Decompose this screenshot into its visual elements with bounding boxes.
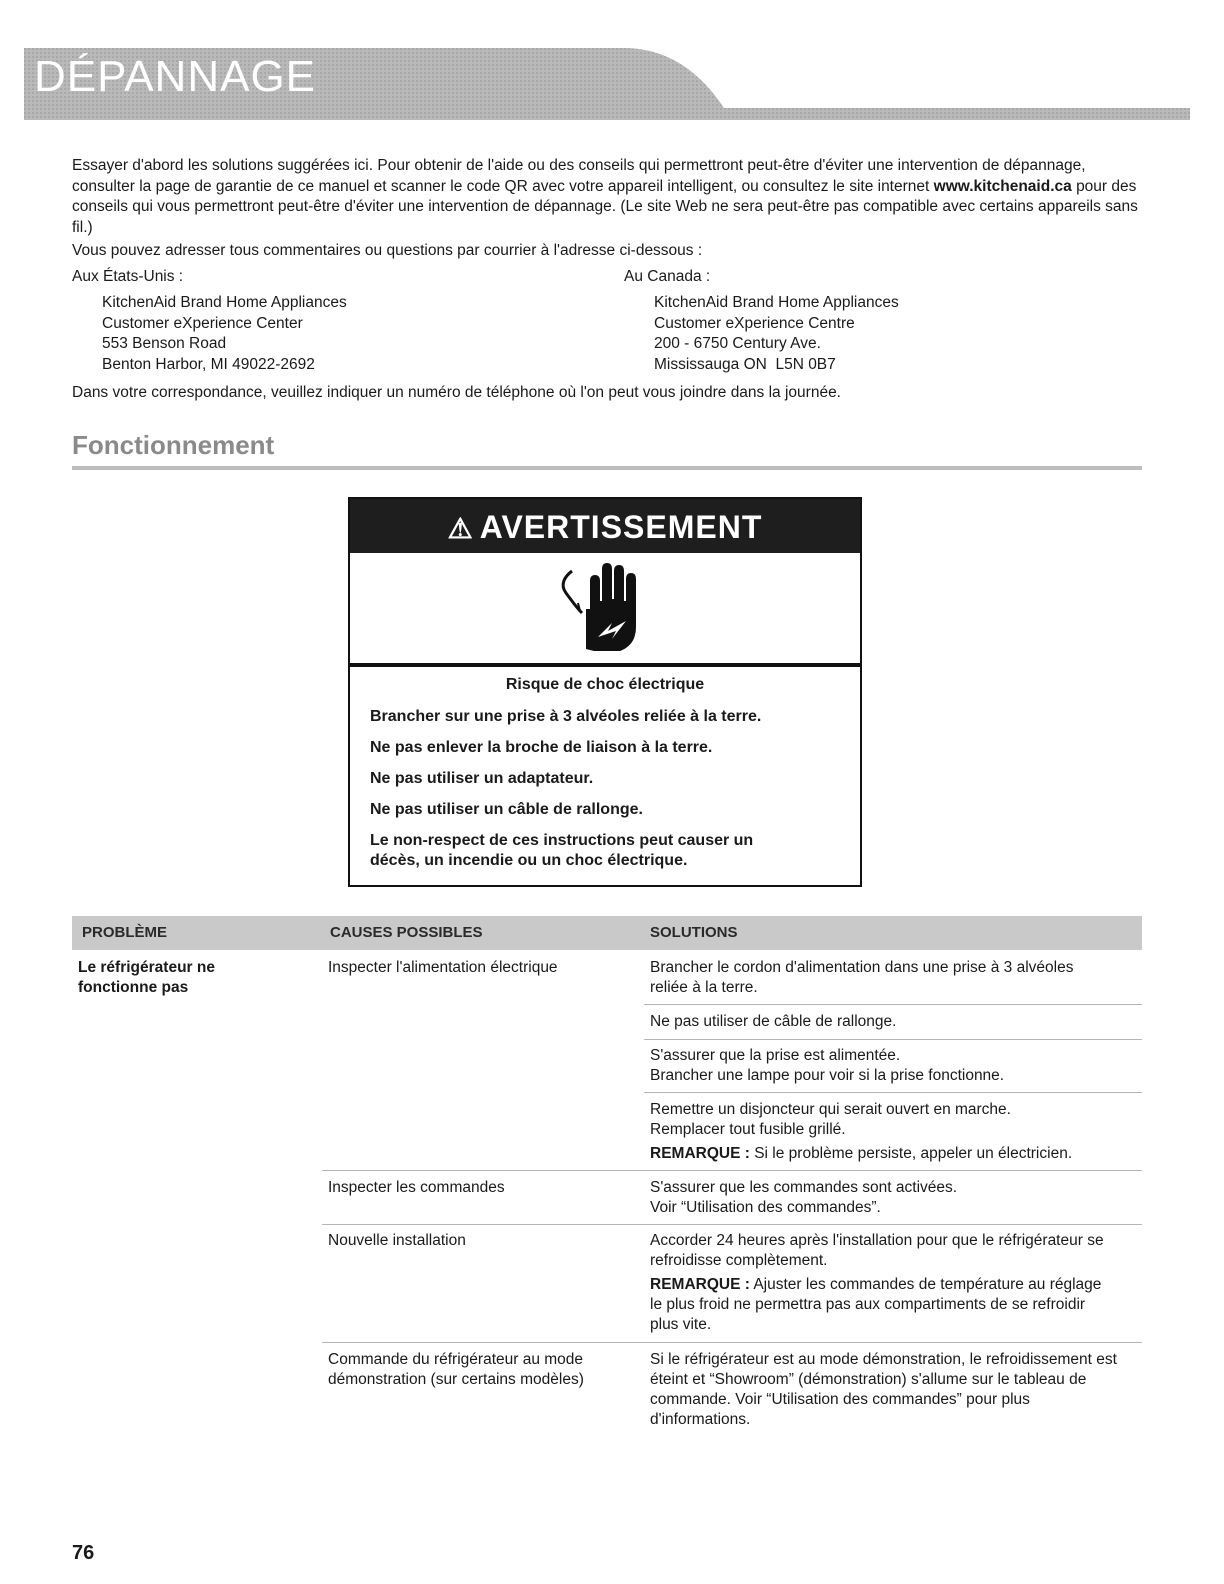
header-causes: CAUSES POSSIBLES bbox=[330, 924, 483, 941]
solution-line: Accorder 24 heures après l'installation pour que le réfrigérateur se refroidisse complètement. bbox=[650, 1232, 1104, 1269]
row-divider bbox=[644, 1039, 1142, 1040]
website-link[interactable]: www.kitchenaid.ca bbox=[933, 177, 1072, 195]
warning-line: Brancher sur une prise à 3 alvéoles reliée à la terre. bbox=[370, 708, 762, 725]
warning-line: Ne pas utiliser un câble de rallonge. bbox=[370, 801, 643, 818]
us-address bbox=[102, 293, 347, 375]
page-title: DÉPANNAGE bbox=[34, 52, 317, 101]
contact-line: Dans votre correspondance, veuillez indiquer un numéro de téléphone où l'on peut vous joindre dans la journée. bbox=[72, 384, 841, 401]
ca-address-line: 200 - 6750 Century Ave. bbox=[654, 335, 821, 352]
solution-line: Remplacer tout fusible grillé. bbox=[650, 1121, 846, 1138]
solution-note bbox=[650, 1275, 1110, 1335]
header-problem: PROBLÈME bbox=[82, 924, 168, 941]
ca-address-line: Customer eXperience Centre bbox=[654, 314, 855, 332]
warning-line: Ne pas enlever la broche de liaison à la terre. bbox=[370, 739, 713, 756]
us-address-line: Benton Harbor, MI 49022-2692 bbox=[102, 355, 315, 373]
warning-header bbox=[350, 499, 860, 553]
solution-cell bbox=[650, 1178, 1130, 1218]
note-text: Si le problème persiste, appeler un électricien. bbox=[754, 1145, 1073, 1162]
intro-text-1: Essayer d'abord les solutions suggérées ici. Pour obtenir de l'aide ou des conseils qui permettront peut-être d'éviter une intervention de dépannage, consulter la page de garantie de ce manuel et scanner le code QR avec votre appareil intelligent, ou consultez le site internet bbox=[72, 157, 1086, 195]
row-divider bbox=[322, 1342, 1142, 1343]
solution-line: Brancher une lampe pour voir si la prise fonctionne. bbox=[650, 1067, 1005, 1084]
warning-heading: AVERTISSEMENT bbox=[479, 509, 763, 545]
us-label: Aux États-Unis : bbox=[72, 268, 184, 285]
cause-cell: Commande du réfrigérateur au mode démonstration (sur certains modèles) bbox=[328, 1351, 584, 1388]
row-divider bbox=[322, 1224, 1142, 1225]
cause-cell: Inspecter les commandes bbox=[328, 1179, 505, 1196]
warning-text bbox=[370, 675, 840, 882]
solution-line: S'assurer que la prise est alimentée. bbox=[650, 1047, 901, 1064]
solution-cell: Ne pas utiliser de câble de rallonge. bbox=[650, 1013, 897, 1030]
warning-icon-area bbox=[350, 553, 860, 663]
solution-cell bbox=[650, 1100, 1140, 1164]
section-divider bbox=[72, 466, 1142, 470]
solution-note bbox=[650, 1144, 1140, 1164]
solution-cell: Brancher le cordon d'alimentation dans une prise à 3 alvéoles reliée à la terre. bbox=[650, 959, 1074, 996]
note-label: REMARQUE : bbox=[650, 1145, 750, 1162]
page-number: 76 bbox=[72, 1542, 95, 1564]
warning-line: Le non-respect de ces instructions peut causer un décès, un incendie ou un choc électrique. bbox=[370, 832, 754, 869]
header-solutions: SOLUTIONS bbox=[650, 924, 738, 941]
row-divider bbox=[644, 1092, 1142, 1093]
solution-cell: Si le réfrigérateur est au mode démonstration, le refroidissement est éteint et “Showroom” (démonstration) s'allume sur le tableau de commande. Voir “Utilisation des commandes” pour plus d'informations. bbox=[650, 1351, 1117, 1428]
solution-cell bbox=[650, 1046, 1130, 1086]
ca-address bbox=[654, 293, 899, 375]
us-address-line: Customer eXperience Center bbox=[102, 314, 303, 332]
solution-cell bbox=[650, 1231, 1110, 1335]
warning-triangle-icon: ⚠ bbox=[447, 513, 474, 544]
intro-paragraph bbox=[72, 156, 1152, 238]
note-text: Ajuster les commandes de température au réglage le plus froid ne permettra pas aux compartiments de se refroidir plus vite. bbox=[650, 1276, 1102, 1333]
warning-box bbox=[348, 497, 862, 887]
table-header bbox=[72, 916, 1142, 950]
ca-label: Au Canada : bbox=[624, 268, 711, 285]
ca-address-line: KitchenAid Brand Home Appliances bbox=[654, 294, 899, 311]
row-divider bbox=[644, 1004, 1142, 1005]
ca-address-line: Mississauga ON L5N 0B7 bbox=[654, 355, 836, 373]
intro-text-2: pour des conseils qui vous permettront peut-être d'éviter une intervention de dépannage. (Le site Web ne sera peut-être pas compatible avec certains appareils sans fil.) bbox=[72, 177, 1138, 236]
warning-line: Ne pas utiliser un adaptateur. bbox=[370, 770, 594, 787]
warning-title: Risque de choc électrique bbox=[505, 676, 705, 693]
us-address-line: 553 Benson Road bbox=[102, 335, 227, 352]
us-address-line: KitchenAid Brand Home Appliances bbox=[102, 294, 347, 311]
electric-shock-hand-icon bbox=[350, 553, 860, 663]
warning-divider bbox=[350, 663, 860, 667]
problem-cell: Le réfrigérateur ne fonctionne pas bbox=[78, 959, 215, 996]
mail-line: Vous pouvez adresser tous commentaires ou questions par courrier à l'adresse ci-dessous : bbox=[72, 242, 703, 259]
row-divider bbox=[322, 1170, 1142, 1171]
solution-line: Remettre un disjoncteur qui serait ouvert en marche. bbox=[650, 1101, 1011, 1118]
note-label: REMARQUE : bbox=[650, 1276, 750, 1293]
section-title: Fonctionnement bbox=[72, 430, 275, 460]
cause-cell: Nouvelle installation bbox=[328, 1232, 466, 1249]
cause-cell: Inspecter l'alimentation électrique bbox=[328, 959, 558, 976]
solution-line: Voir “Utilisation des commandes”. bbox=[650, 1199, 881, 1216]
solution-line: S'assurer que les commandes sont activées. bbox=[650, 1179, 958, 1196]
